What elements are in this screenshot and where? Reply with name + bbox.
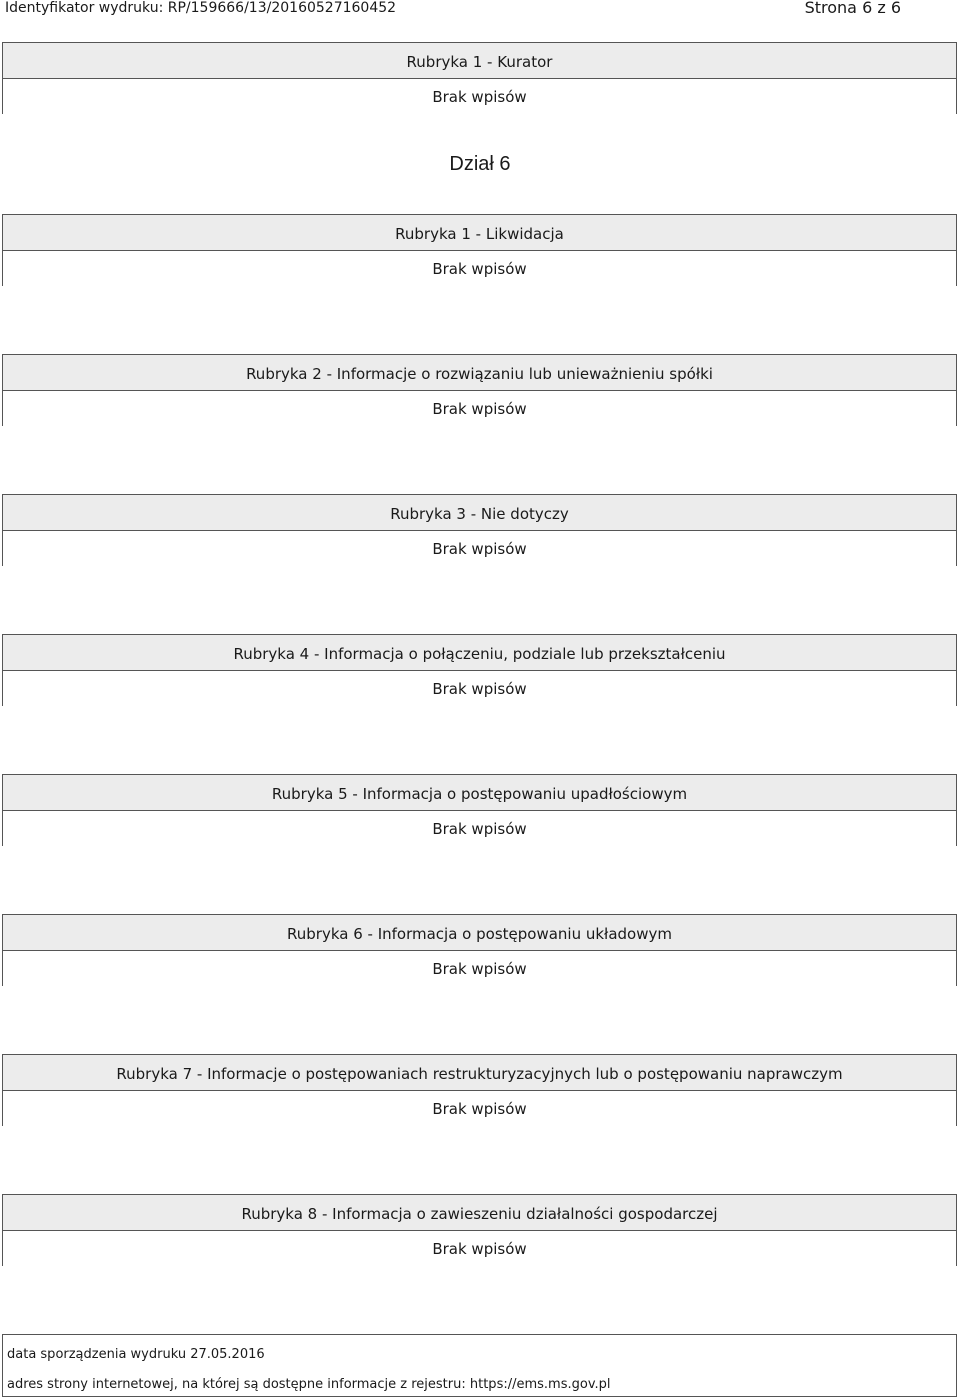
section-zawieszenie xyxy=(2,1194,957,1266)
section-title: Rubryka 3 - Nie dotyczy xyxy=(3,495,956,531)
section-title: Rubryka 2 - Informacje o rozwiązaniu lub unieważnieniu spółki xyxy=(3,355,956,391)
section-title: Rubryka 8 - Informacja o zawieszeniu działalności gospodarczej xyxy=(3,1195,956,1231)
section-entry: Brak wpisów xyxy=(3,951,956,986)
print-date: data sporządzenia wydruku 27.05.2016 xyxy=(7,1347,265,1362)
section-entry: Brak wpisów xyxy=(3,391,956,426)
section-likwidacja xyxy=(2,214,957,286)
dzial-title: Dział 6 xyxy=(449,153,511,175)
section-restrukturyzacja xyxy=(2,1054,957,1126)
page-footer xyxy=(2,1334,957,1397)
section-entry: Brak wpisów xyxy=(3,251,956,286)
section-entry: Brak wpisów xyxy=(3,1091,956,1126)
section-title: Rubryka 1 - Likwidacja xyxy=(3,215,956,251)
website-info: adres strony internetowej, na której są dostępne informacje z rejestru: https://ems.ms.gov.pl xyxy=(7,1377,611,1392)
section-rozwiazanie xyxy=(2,354,957,426)
section-title: Rubryka 7 - Informacje o postępowaniach restrukturyzacyjnych lub o postępowaniu naprawczym xyxy=(3,1055,956,1091)
section-entry: Brak wpisów xyxy=(3,811,956,846)
page-header xyxy=(0,0,960,20)
section-entry: Brak wpisów xyxy=(3,531,956,566)
section-polaczenie xyxy=(2,634,957,706)
section-kurator xyxy=(2,42,957,114)
section-entry: Brak wpisów xyxy=(3,1231,956,1266)
section-title: Rubryka 1 - Kurator xyxy=(3,43,956,79)
section-title: Rubryka 6 - Informacja o postępowaniu układowym xyxy=(3,915,956,951)
section-upadlosc xyxy=(2,774,957,846)
document-id: Identyfikator wydruku: RP/159666/13/20160527160452 xyxy=(5,0,397,16)
section-entry: Brak wpisów xyxy=(3,79,956,114)
section-title: Rubryka 5 - Informacja o postępowaniu upadłościowym xyxy=(3,775,956,811)
section-entry: Brak wpisów xyxy=(3,671,956,706)
section-uklad xyxy=(2,914,957,986)
section-nie-dotyczy xyxy=(2,494,957,566)
section-title: Rubryka 4 - Informacja o połączeniu, podziale lub przekształceniu xyxy=(3,635,956,671)
page-number: Strona 6 z 6 xyxy=(804,0,901,17)
